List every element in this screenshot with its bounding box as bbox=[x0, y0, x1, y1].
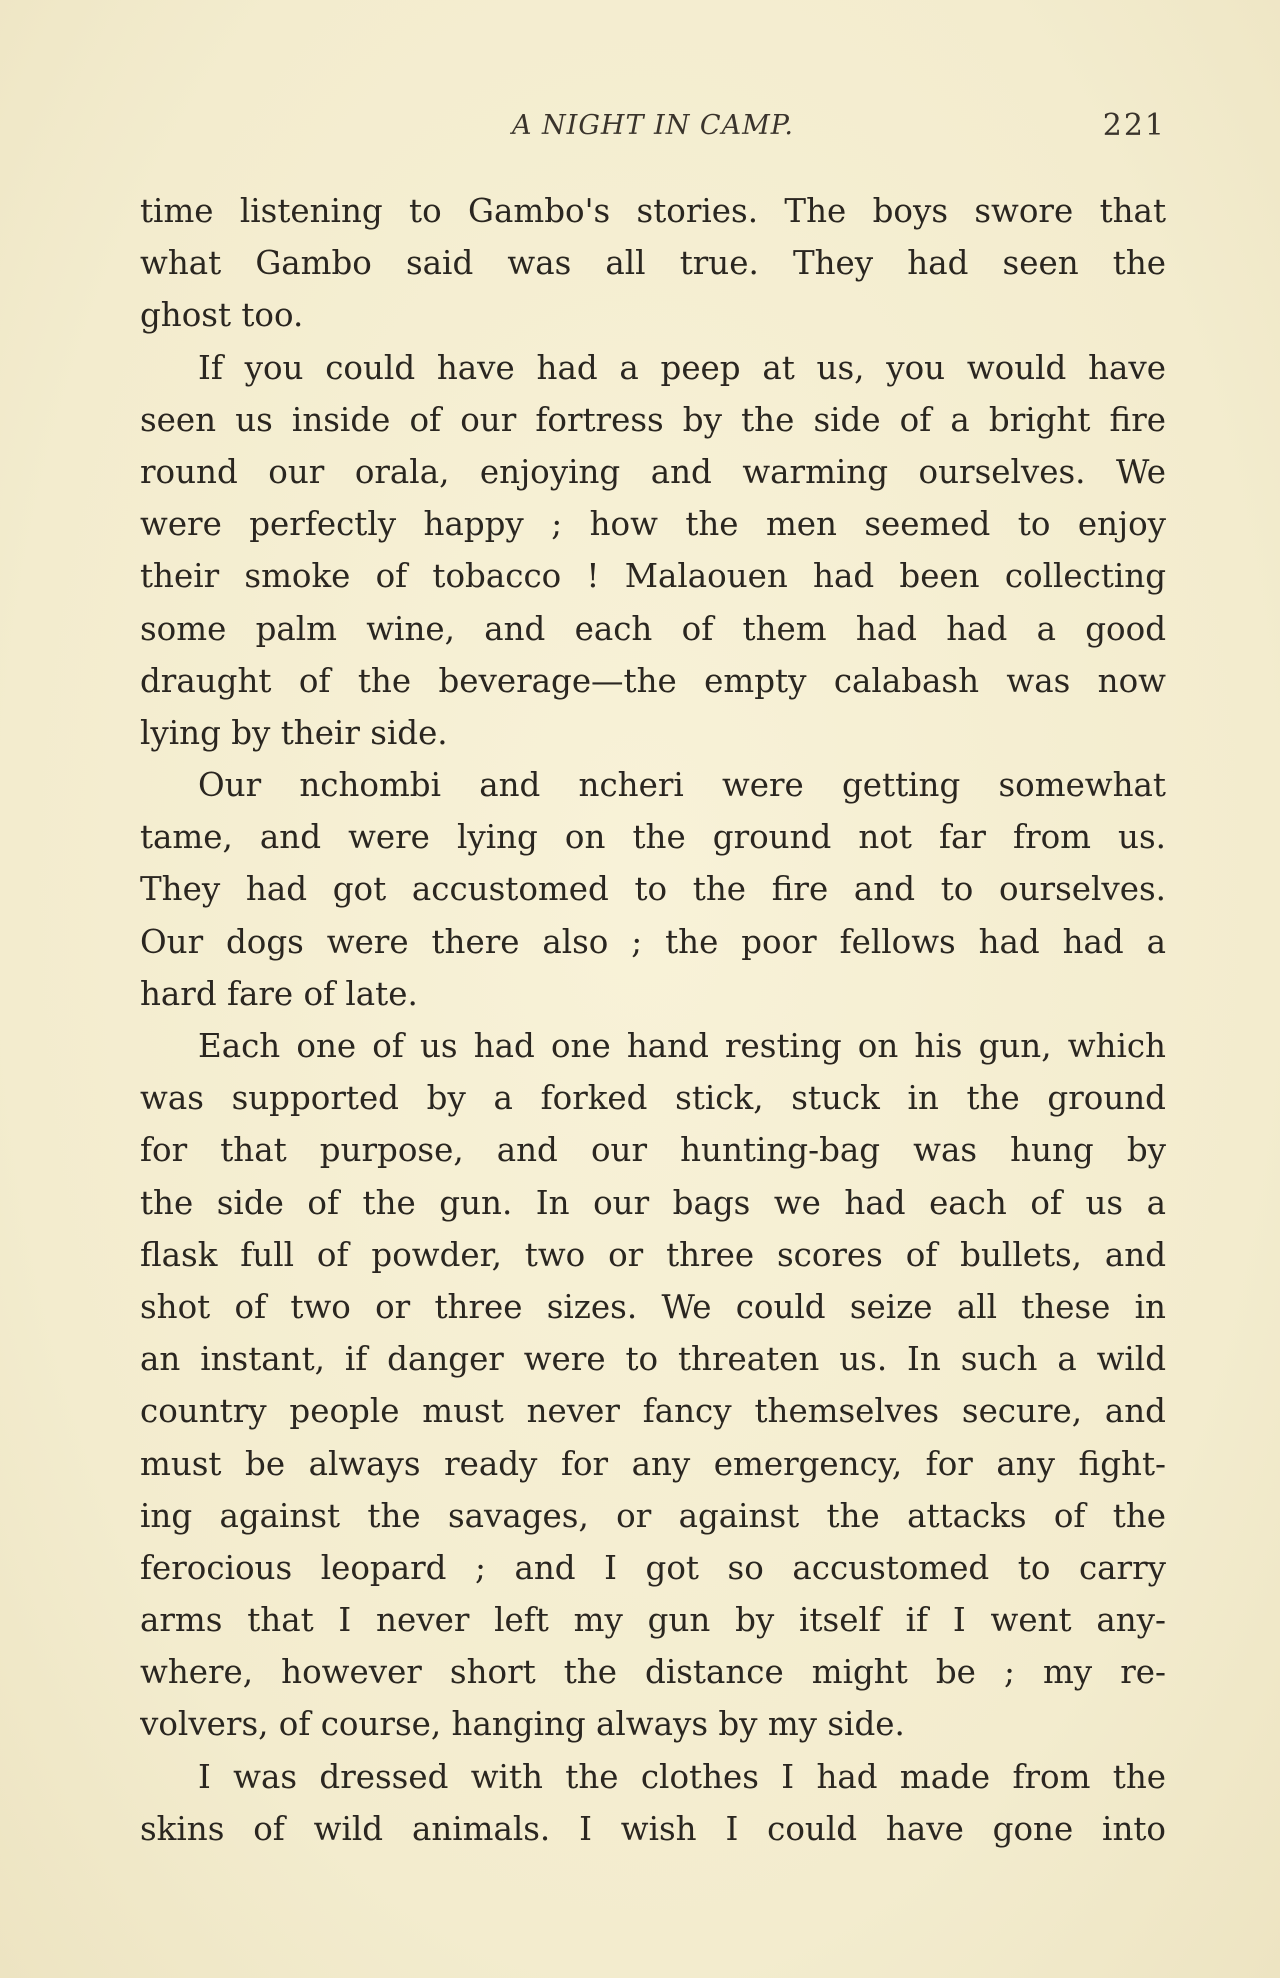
text-line: I was dressed with the clothes I had made from the bbox=[198, 1757, 1166, 1796]
text-line: where, however short the distance might be ; my re- bbox=[140, 1653, 1166, 1692]
page-header bbox=[140, 110, 1166, 150]
text-line: some palm wine, and each of them had had a good bbox=[140, 609, 1166, 648]
text-line: volvers, of course, hanging always by my side. bbox=[140, 1705, 905, 1744]
text-line: lying by their side. bbox=[140, 713, 448, 752]
paragraph bbox=[140, 185, 1166, 342]
text-line: hard fare of late. bbox=[140, 974, 418, 1013]
text-line: Each one of us had one hand resting on his gun, which bbox=[198, 1027, 1166, 1065]
text-line: arms that I never left my gun by itself if I went any- bbox=[140, 1601, 1166, 1640]
text-line: Our dogs were there also ; the poor fellows had had a bbox=[140, 922, 1166, 961]
text-line: the side of the gun. In our bags we had each of us a bbox=[140, 1183, 1166, 1222]
running-head: A NIGHT IN CAMP. bbox=[511, 110, 795, 141]
text-line: If you could have had a peep at us, you would have bbox=[198, 348, 1166, 387]
text-line: skins of wild animals. I wish I could have gone into bbox=[140, 1809, 1166, 1848]
text-line: tame, and were lying on the ground not far from us. bbox=[140, 818, 1166, 857]
text-line: Our nchombi and ncheri were getting somewhat bbox=[198, 766, 1166, 805]
text-line: an instant, if danger were to threaten us. In such a wild bbox=[140, 1340, 1166, 1379]
text-line: seen us inside of our fortress by the side of a bright fire bbox=[140, 400, 1166, 439]
paragraph bbox=[140, 1751, 1166, 1855]
text-line: time listening to Gambo's stories. The boys swore that bbox=[140, 192, 1166, 230]
text-line: country people must never fancy themselves secure, and bbox=[140, 1392, 1166, 1431]
body-text bbox=[140, 185, 1166, 1855]
text-line: ghost too. bbox=[140, 296, 304, 335]
page-number: 221 bbox=[1102, 108, 1166, 143]
text-line: flask full of powder, two or three scores of bullets, and bbox=[140, 1235, 1166, 1274]
text-line: ferocious leopard ; and I got so accustomed to carry bbox=[140, 1548, 1166, 1587]
text-line: must be always ready for any emergency, for any fight- bbox=[140, 1444, 1166, 1483]
text-line: They had got accustomed to the fire and to ourselves. bbox=[140, 870, 1166, 909]
paragraph bbox=[140, 759, 1166, 1020]
text-line: round our orala, enjoying and warming ourselves. We bbox=[140, 452, 1166, 491]
text-line: was supported by a forked stick, stuck in the ground bbox=[140, 1079, 1166, 1118]
text-line: shot of two or three sizes. We could seize all these in bbox=[140, 1287, 1166, 1326]
text-line: what Gambo said was all true. They had seen the bbox=[140, 244, 1166, 283]
text-line: were perfectly happy ; how the men seemed to enjoy bbox=[140, 505, 1166, 544]
text-line: ing against the savages, or against the attacks of the bbox=[140, 1496, 1166, 1535]
text-line: draught of the beverage—the empty calabash was now bbox=[140, 661, 1166, 700]
text-line: for that purpose, and our hunting-bag was hung by bbox=[140, 1131, 1166, 1170]
paragraph bbox=[140, 342, 1166, 760]
text-line: their smoke of tobacco ! Malaouen had been collecting bbox=[140, 557, 1166, 596]
paragraph bbox=[140, 1020, 1166, 1751]
